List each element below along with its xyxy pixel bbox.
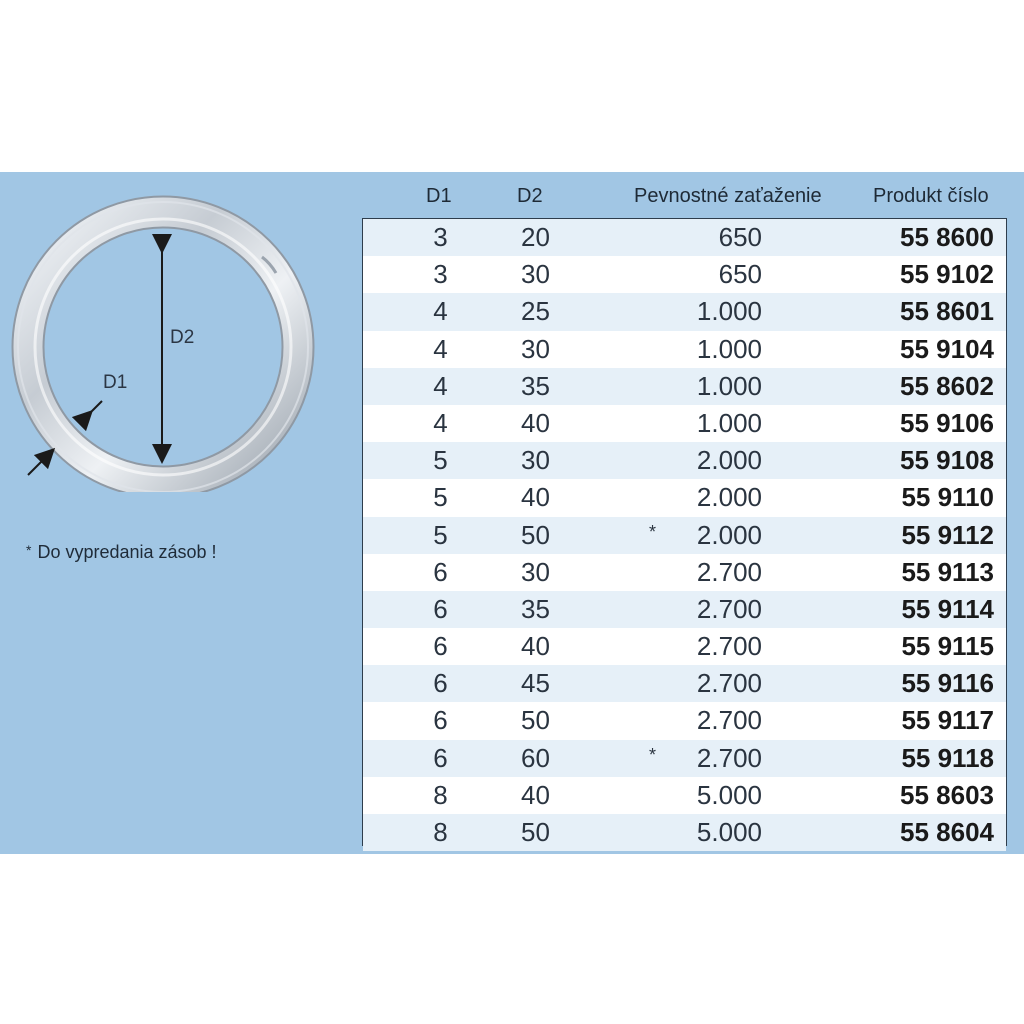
cell-load: 1.000 [696,296,762,327]
note-text: Do vypredania zásob ! [37,542,217,562]
cell-product: 55 9110 [901,482,994,513]
cell-d2: 40 [521,779,550,810]
cell-product: 55 9108 [900,445,994,476]
cell-product: 55 9115 [901,631,994,662]
cell-load: 650 [718,222,762,252]
cell-product: 55 8603 [900,779,994,810]
cell-d2: 20 [521,222,550,252]
cell-load: 1.000 [696,407,762,438]
header-load: Pevnostné zaťaženie [634,185,822,207]
cell-d2: 40 [521,482,550,513]
cell-d2: 35 [521,593,550,624]
cell-product: 55 9106 [900,407,994,438]
table-row [363,702,1006,739]
cell-d1: 4 [433,333,448,364]
cell-d2: 40 [521,631,550,662]
cell-d2: 30 [521,259,550,290]
table-row [363,591,1006,628]
cell-d1: 8 [433,779,448,810]
table-row [363,740,1006,777]
cell-d1: 5 [433,519,448,550]
cell-d2: 50 [521,817,550,847]
cell-product: 55 8600 [900,222,994,252]
cell-product: 55 9116 [901,668,994,699]
cell-product: 55 9113 [901,556,994,587]
cell-d2: 25 [521,296,550,327]
cell-d1: 8 [433,817,448,847]
cell-product: 55 9114 [901,593,994,624]
cell-d1: 5 [433,445,448,476]
cell-d1: 6 [433,631,448,662]
cell-load: 2.700 [696,742,762,773]
cell-d2: 30 [521,556,550,587]
cell-d2: 40 [521,407,550,438]
note-star: * [26,542,32,558]
cell-load: 2.700 [696,631,762,662]
cell-load: 5.000 [696,779,762,810]
table-row [363,479,1006,516]
table-row [363,219,1006,256]
cell-d1: 3 [433,222,448,252]
cell-d1: 6 [433,556,448,587]
cell-d1: 5 [433,482,448,513]
spec-table [362,218,1007,846]
cell-d2: 60 [521,742,550,773]
ring-diagram [0,172,360,492]
table-row [363,777,1006,814]
cell-load: 2.700 [696,556,762,587]
cell-d2: 30 [521,333,550,364]
cell-d1: 6 [433,593,448,624]
cell-star: * [649,744,657,765]
product-panel [0,172,1024,854]
cell-load: 2.000 [696,519,762,550]
table-row [363,554,1006,591]
cell-product: 55 9117 [901,705,994,736]
table-row [363,293,1006,330]
d1-label: D1 [103,372,128,393]
cell-load: 2.700 [696,705,762,736]
cell-load: 1.000 [696,370,762,401]
table-row [363,405,1006,442]
cell-d2: 30 [521,445,550,476]
cell-load: 1.000 [696,333,762,364]
table-row [363,814,1006,851]
cell-load: 5.000 [696,817,762,847]
cell-d2: 50 [521,519,550,550]
cell-product: 55 9112 [901,519,994,550]
cell-product: 55 8601 [900,296,994,327]
cell-d1: 6 [433,668,448,699]
table-row [363,368,1006,405]
cell-load: 650 [718,259,762,290]
d2-label: D2 [170,327,195,348]
cell-d1: 4 [433,296,448,327]
table-row [363,256,1006,293]
table-row [363,331,1006,368]
cell-load: 2.000 [696,482,762,513]
cell-d2: 45 [521,668,550,699]
stock-note [26,542,217,563]
cell-load: 2.000 [696,445,762,476]
cell-d2: 35 [521,370,550,401]
table-row [363,628,1006,665]
header-d2: D2 [517,185,543,207]
header-d1: D1 [426,185,452,207]
cell-star: * [649,521,657,542]
cell-product: 55 9104 [900,333,994,364]
cell-d1: 6 [433,742,448,773]
cell-product: 55 8602 [900,370,994,401]
cell-product: 55 9102 [900,259,994,290]
header-product: Produkt číslo [873,185,989,207]
table-row [363,665,1006,702]
cell-product: 55 8604 [900,817,994,847]
cell-load: 2.700 [696,668,762,699]
cell-load: 2.700 [696,593,762,624]
cell-d1: 4 [433,370,448,401]
cell-d1: 4 [433,407,448,438]
cell-d1: 6 [433,705,448,736]
table-row [363,442,1006,479]
cell-d1: 3 [433,259,448,290]
cell-d2: 50 [521,705,550,736]
table-row [363,517,1006,554]
cell-product: 55 9118 [901,742,994,773]
